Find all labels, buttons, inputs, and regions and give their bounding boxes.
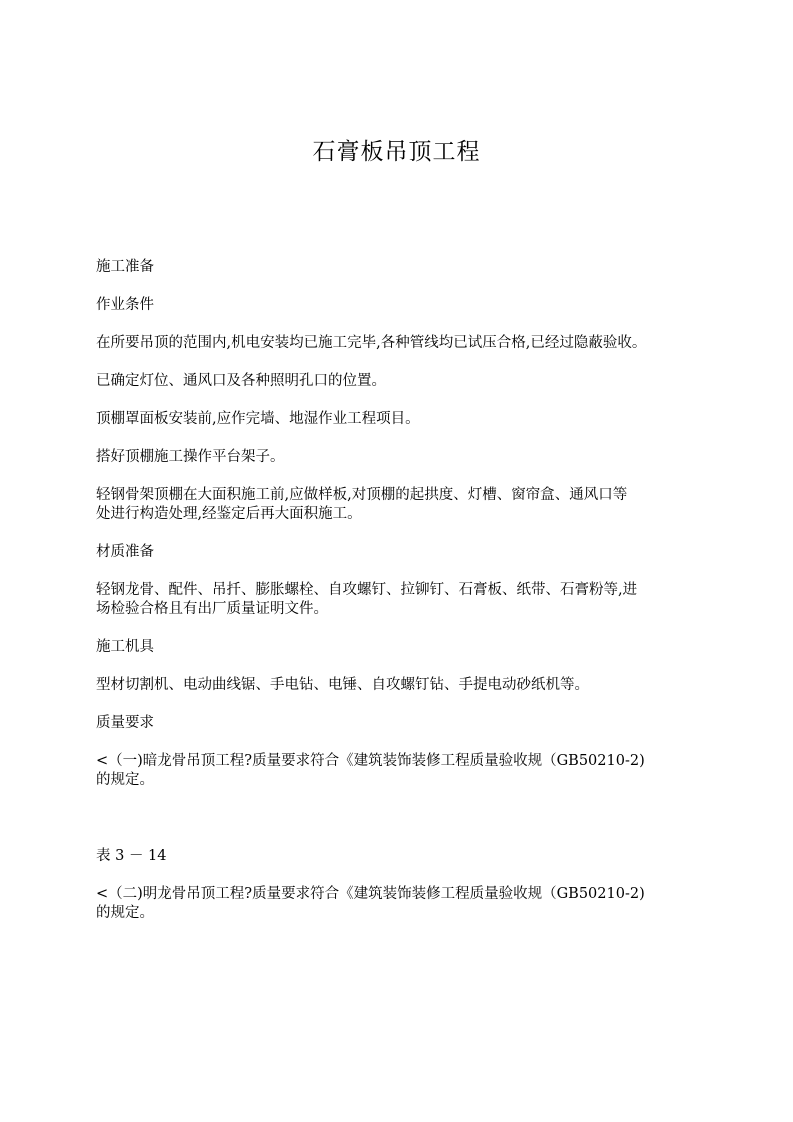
paragraph-line: 施工准备 [96,259,154,275]
paragraph-line: 已确定灯位、通风口及各种照明孔口的位置。 [96,373,386,389]
paragraph-sample-board [96,486,706,524]
paragraph-line: 的规定。 [96,905,154,921]
paragraph-installation-complete [96,334,706,353]
paragraph-line: 搭好顶棚施工操作平台架子。 [96,449,285,465]
paragraph-line: 型材切割机、电动曲线锯、手电钻、电锤、自攻螺钉钻、手提电动砂纸机等。 [96,677,589,693]
paragraph-line: <（二)明龙骨吊顶工程?质量要求符合《建筑装饰装修工程质量验收规（GB50210-2) [96,886,645,902]
paragraph-line: 的规定。 [96,772,154,788]
paragraph-wet-work [96,410,706,429]
paragraph-light-positions [96,372,706,391]
paragraph-line: 表 3 － 14 [96,848,167,864]
page-title: 石膏板吊顶工程 [312,139,481,165]
paragraph-line: 施工机具 [96,639,154,655]
paragraph-materials-list [96,581,706,619]
paragraph-scaffold [96,448,706,467]
table-caption [96,847,706,866]
paragraph-line: 轻钢龙骨、配件、吊扦、膨胀螺栓、自攻螺钉、拉铆钉、石膏板、纸带、石膏粉等,进 [96,582,638,598]
spacer [96,809,706,847]
paragraph-line: 材质准备 [96,544,154,560]
document-body [96,258,706,942]
paragraph-line: <（一)暗龙骨吊顶工程?质量要求符合《建筑装饰装修工程质量验收规（GB50210-2) [96,753,645,769]
paragraph-exposed-keel [96,885,706,923]
paragraph-line: 顶棚罩面板安装前,应作完墙、地湿作业工程项目。 [96,411,420,427]
heading-material-preparation [96,543,706,562]
paragraph-line: 质量要求 [96,715,154,731]
paragraph-tools-list [96,676,706,695]
heading-construction-preparation [96,258,706,277]
heading-work-conditions [96,296,706,315]
paragraph-line: 场检验合格且有出厂质量证明文件。 [96,601,328,617]
paragraph-line: 处进行构造处理,经鉴定后再大面积施工。 [96,506,362,522]
paragraph-concealed-keel [96,752,706,790]
paragraph-line: 作业条件 [96,297,154,313]
heading-construction-tools [96,638,706,657]
paragraph-line: 轻钢骨架顶棚在大面积施工前,应做样板,对顶棚的起拱度、灯槽、窗帘盒、通风口等 [96,487,628,503]
heading-quality-requirements [96,714,706,733]
paragraph-line: 在所要吊顶的范围内,机电安装均已施工完毕,各种管线均已试压合格,已经过隐蔽验收。 [96,335,647,351]
